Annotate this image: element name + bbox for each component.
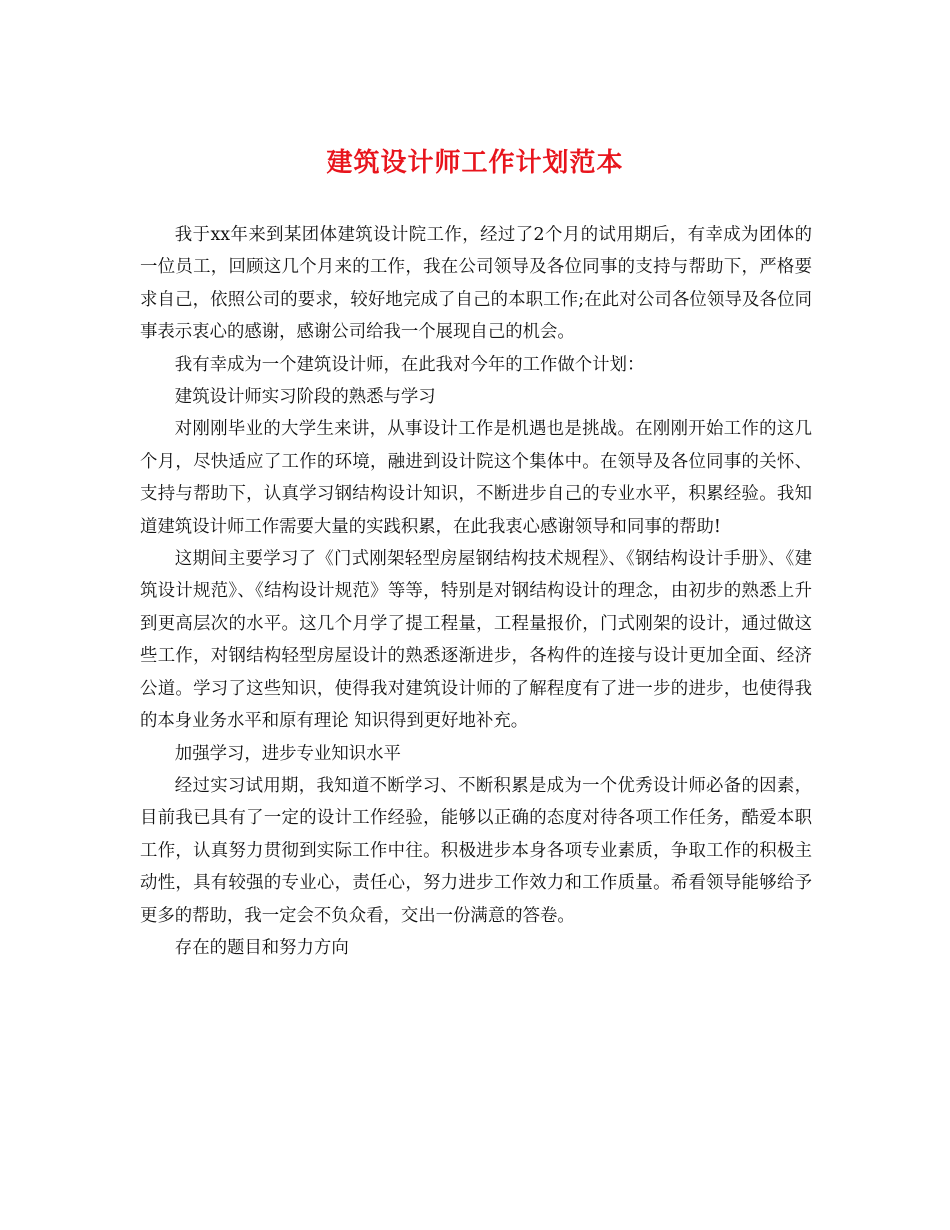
paragraph-intro: 我于xx年来到某团体建筑设计院工作，经过了2个月的试用期后，有幸成为团体的一位员工，回顾这几个月来的工作，我在公司领导及各位同事的支持与帮助下，严格要求自己，依照公司的要求，较好地完成了自己的本职工作;在此对公司各位领导及各位同事表示衷心的感谢，感谢公司给我一个展现自己的机会。: [140, 225, 812, 343]
paragraph-plan-statement: 我有幸成为一个建筑设计师，在此我对今年的工作做个计划：: [174, 354, 645, 375]
section-heading-problems: 存在的题目和努力方向: [174, 937, 349, 958]
paragraph-learning: 经过实习试用期，我知道不断学习、不断积累是成为一个优秀设计师必备的因素，目前我已具有了一定的设计工作经验，能够以正确的态度对待各项工作任务，酷爱本职工作，认真努力贯彻到实际工作中往。积极进步本身各项专业素质，争取工作的积极主动性，具有较强的专业心，责任心，努力进步工作效力和工作质量。希看领导能够给予更多的帮助，我一定会不负众看，交出一份满意的答卷。: [140, 775, 812, 926]
section-heading-learning: 加强学习，进步专业知识水平: [174, 743, 401, 764]
paragraph-study: 这期间主要学习了《门式刚架轻型房屋钢结构技术规程》、《钢结构设计手册》、《建筑设计规范》、《结构设计规范》等等，特别是对钢结构设计的理念，由初步的熟悉上升到更高层次的水平。这几个月学了提工程量，工程量报价，门式刚架的设计，通过做这些工作，对钢结构轻型房屋设计的熟悉逐渐进步，各构件的连接与设计更加全面、经济公道。学习了这些知识，使得我对建筑设计师的了解程度有了进一步的进步，也使得我的本身业务水平和原有理论 知识得到更好地补充。: [140, 549, 812, 732]
document-title: 建筑设计师工作计划范本: [326, 148, 624, 178]
document-body: [140, 219, 812, 964]
section-heading-internship: 建筑设计师实习阶段的熟悉与学习: [174, 387, 436, 408]
paragraph-internship: 对刚刚毕业的大学生来讲，从事设计工作是机遇也是挑战。在刚刚开始工作的这几个月，尽快适应了工作的环境，融进到设计院这个集体中。在领导及各位同事的关怀、支持与帮助下，认真学习钢结构设计知识，不断进步自己的专业水平，积累经验。我知道建筑设计师工作需要大量的实践积累，在此我衷心感谢领导和同事的帮助!: [140, 419, 812, 537]
